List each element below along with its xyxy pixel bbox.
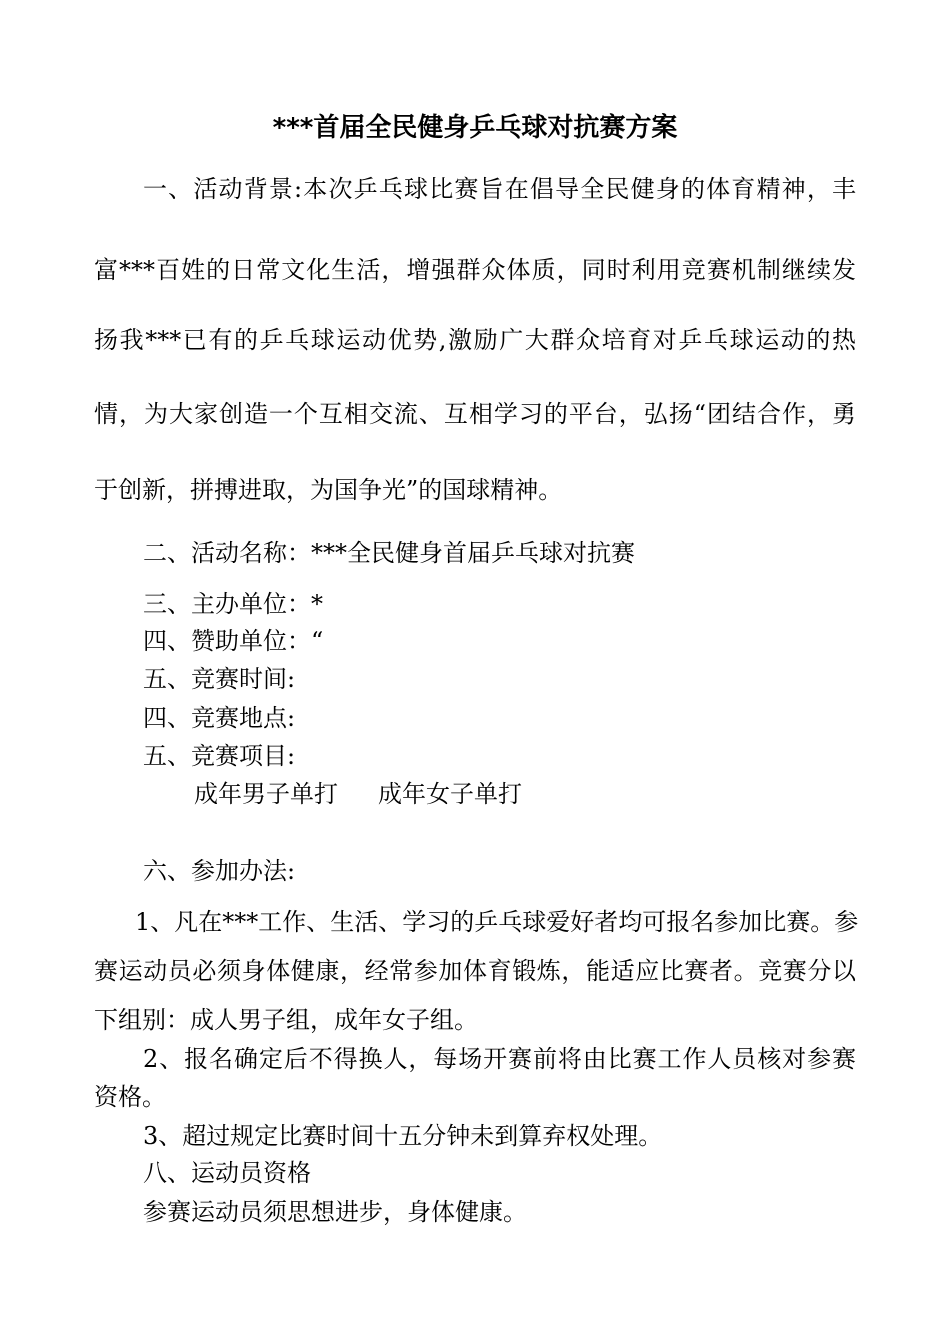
background-line-1: 一、活动背景:本次乒乓球比赛旨在倡导全民健身的体育精神，丰 xyxy=(143,175,856,203)
participation-item1-line-1: 1、凡在***工作、生活、学习的乒乓球爱好者均可报名参加比赛。参 xyxy=(135,908,859,936)
competition-venue: 四、竞赛地点: xyxy=(143,704,296,732)
participation-item1-line-2: 赛运动员必须身体健康，经常参加体育锻炼，能适应比赛者。竞赛分以 xyxy=(94,957,856,985)
participation-item2-line-2: 资格。 xyxy=(94,1083,166,1111)
event-women-singles: 成年女子单打 xyxy=(378,780,522,808)
eligibility-heading: 八、运动员资格 xyxy=(143,1159,311,1187)
background-line-3: 扬我***已有的乒乓球运动优势,激励广大群众培育对乒乓球运动的热 xyxy=(94,326,856,354)
document-title: ***首届全民健身乒乓球对抗赛方案 xyxy=(272,113,678,143)
sponsor: 四、赞助单位：“ xyxy=(143,627,324,655)
participation-item3: 3、超过规定比赛时间十五分钟未到算弃权处理。 xyxy=(143,1122,663,1150)
competition-events-heading: 五、竞赛项目: xyxy=(143,742,296,770)
event-men-singles: 成年男子单打 xyxy=(194,780,338,808)
participation-heading: 六、参加办法: xyxy=(143,857,296,885)
background-line-2: 富***百姓的日常文化生活，增强群众体质，同时利用竞赛机制继续发 xyxy=(94,256,856,284)
competition-time: 五、竞赛时间: xyxy=(143,665,296,693)
participation-item1-line-3: 下组别：成人男子组，成年女子组。 xyxy=(94,1006,478,1034)
competition-events-list xyxy=(194,776,856,812)
eligibility-text: 参赛运动员须思想进步，身体健康。 xyxy=(143,1198,527,1226)
activity-name: 二、活动名称：***全民健身首届乒乓球对抗赛 xyxy=(143,539,635,567)
organizer: 三、主办单位：* xyxy=(143,590,323,618)
background-line-5: 于创新，拼搏进取，为国争光”的国球精神。 xyxy=(94,476,563,504)
participation-item2-line-1: 2、报名确定后不得换人，每场开赛前将由比赛工作人员核对参赛 xyxy=(143,1045,856,1073)
background-line-4: 情，为大家创造一个互相交流、互相学习的平台，弘扬“团结合作，勇 xyxy=(94,400,856,428)
